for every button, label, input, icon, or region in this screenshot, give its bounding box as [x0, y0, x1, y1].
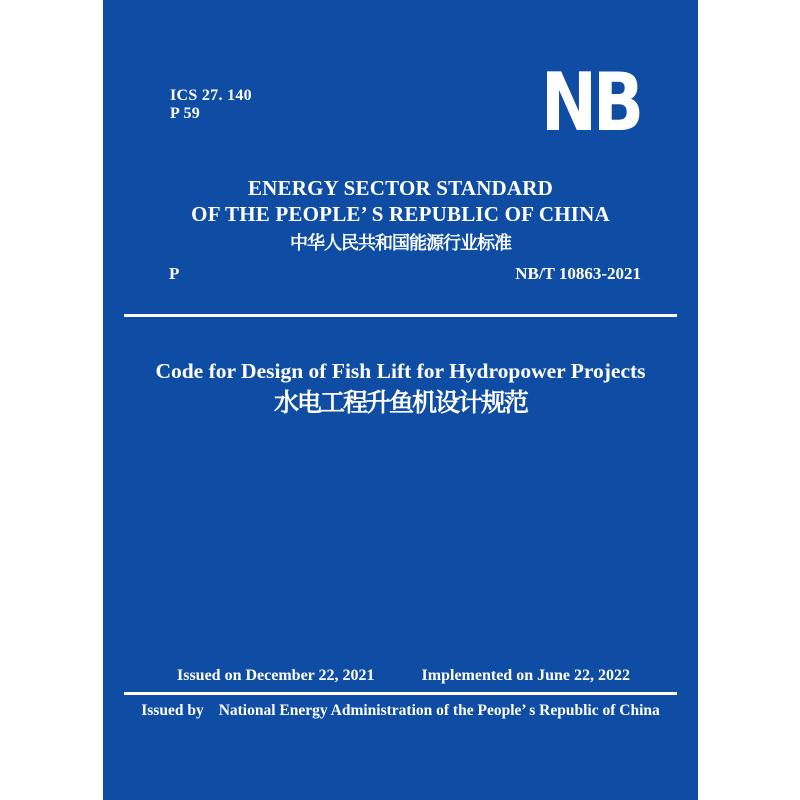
org-title-en-line1: ENERGY SECTOR STANDARD: [247, 176, 554, 200]
classification-code: P 59: [170, 105, 201, 122]
implemented-on-date: Implemented on June 22, 2022: [421, 667, 630, 684]
issued-on-date: Issued on December 22, 2021: [177, 667, 375, 684]
doc-class-letter: P: [169, 264, 180, 283]
horizontal-rule-bottom: [124, 692, 677, 695]
org-title-en-line2: OF THE PEOPLE’ S REPUBLIC OF CHINA: [191, 201, 610, 226]
nb-logo: NB: [540, 56, 640, 149]
issued-by-row: [103, 702, 698, 720]
ics-block: [170, 87, 252, 123]
org-title-cn: 中华人民共和国能源行业标准: [290, 233, 511, 253]
dates-row: [103, 668, 698, 684]
issued-by-label: Issued by: [141, 702, 204, 719]
standard-code: NB/T 10863-2021: [515, 264, 641, 283]
standard-org-heading: [103, 176, 698, 254]
document-title-en: Code for Design of Fish Lift for Hydropower Projects: [155, 359, 646, 383]
standard-code-row: [103, 265, 698, 283]
issued-by-value: National Energy Administration of the People’ s Republic of China: [218, 702, 660, 719]
standard-cover-panel: [103, 0, 698, 800]
ics-code: ICS 27. 140: [170, 87, 252, 104]
horizontal-rule-top: [124, 314, 677, 317]
document-title-cn: 水电工程升鱼机设计规范: [273, 390, 527, 417]
